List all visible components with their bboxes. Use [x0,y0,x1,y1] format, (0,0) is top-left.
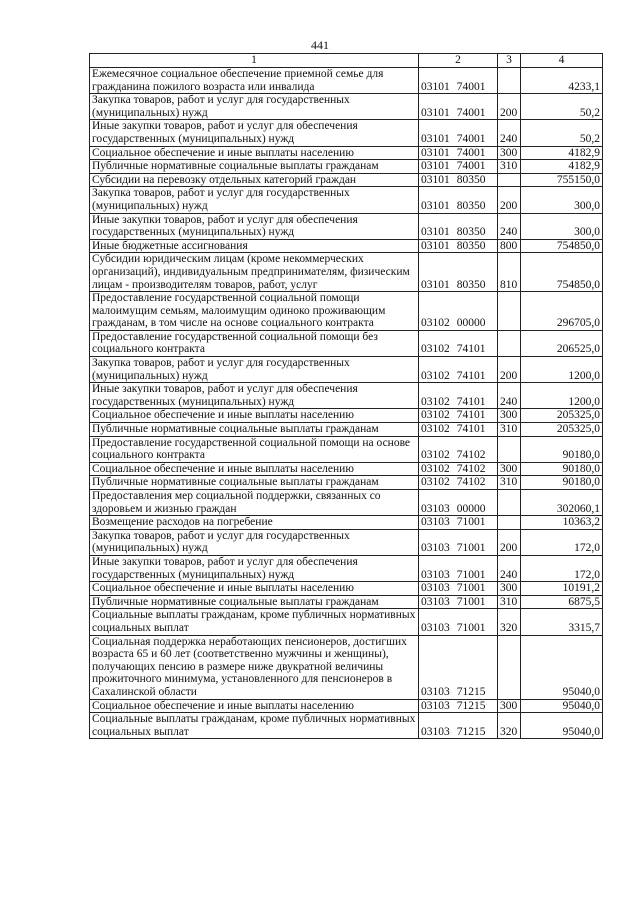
table-header-row [90,54,603,68]
program-code: 03103 [421,699,450,712]
direction-code: 74001 [456,80,486,93]
direction-code: 80350 [456,226,486,239]
row-code [419,490,498,516]
row-amount: 754850,0 [521,253,603,292]
row-name: Социальная поддержка неработающих пенсионеров, достигших возраста 65 и 60 лет (соответственно мужчины и женщины), получающих пенсию в размере ниже двукратной величины прожиточного минимума, установленного для пенсионеров в Сахалинской области [90,635,419,699]
direction-code: 71001 [456,516,486,529]
program-code: 03102 [421,343,450,356]
program-code: 03103 [421,568,450,581]
row-code [419,160,498,174]
row-amount: 90180,0 [521,436,603,462]
program-code: 03101 [421,239,450,252]
row-code [419,529,498,555]
table-row [90,94,603,120]
row-amount: 4233,1 [521,68,603,94]
table-row [90,595,603,609]
direction-code: 71001 [456,542,486,555]
program-code: 03103 [421,516,450,529]
row-amount: 95040,0 [521,713,603,739]
program-code: 03102 [421,476,450,489]
row-name: Социальное обеспечение и иные выплаты населению [90,146,419,160]
direction-code: 80350 [456,239,486,252]
row-name: Иные закупки товаров, работ и услуг для обеспечения государственных (муниципальных) нужд [90,120,419,146]
row-code [419,635,498,699]
table-row [90,383,603,409]
row-amount: 3315,7 [521,609,603,635]
direction-code: 71001 [456,621,486,634]
row-code [419,609,498,635]
row-expense-type: 800 [498,239,521,253]
program-code: 03103 [421,595,450,608]
table-row [90,357,603,383]
row-expense-type: 300 [498,146,521,160]
program-code: 03103 [421,582,450,595]
row-amount: 206525,0 [521,330,603,356]
program-code: 03103 [421,685,450,698]
table-row [90,423,603,437]
header-col-1: 1 [90,54,419,68]
table-row [90,409,603,423]
direction-code: 74101 [456,423,486,436]
table-row [90,160,603,174]
row-amount: 4182,9 [521,160,603,174]
row-expense-type [498,68,521,94]
direction-code: 71215 [456,685,486,698]
row-expense-type: 200 [498,94,521,120]
direction-code: 74102 [456,449,486,462]
row-expense-type [498,173,521,187]
row-name: Иные закупки товаров, работ и услуг для обеспечения государственных (муниципальных) нужд [90,213,419,239]
header-col-3: 3 [498,54,521,68]
row-expense-type [498,635,521,699]
row-amount: 10363,2 [521,516,603,530]
direction-code: 74101 [456,395,486,408]
direction-code: 74101 [456,369,486,382]
row-name: Субсидии на перевозку отдельных категорий граждан [90,173,419,187]
table-row [90,253,603,292]
table-row [90,120,603,146]
row-code [419,94,498,120]
row-code [419,239,498,253]
row-expense-type: 240 [498,555,521,581]
row-code [419,253,498,292]
row-amount: 10191,2 [521,582,603,596]
row-code [419,292,498,331]
row-code [419,120,498,146]
table-row [90,68,603,94]
row-name: Иные закупки товаров, работ и услуг для обеспечения государственных (муниципальных) нужд [90,555,419,581]
direction-code: 71215 [456,725,486,738]
table-row [90,146,603,160]
row-code [419,436,498,462]
row-name: Закупка товаров, работ и услуг для государственных (муниципальных) нужд [90,529,419,555]
row-code [419,173,498,187]
row-amount: 6875,5 [521,595,603,609]
row-code [419,187,498,213]
table-row [90,213,603,239]
direction-code: 00000 [456,502,486,515]
row-expense-type: 300 [498,582,521,596]
row-amount: 172,0 [521,555,603,581]
row-amount: 754850,0 [521,239,603,253]
table-row [90,713,603,739]
row-name: Публичные нормативные социальные выплаты гражданам [90,476,419,490]
row-code [419,423,498,437]
program-code: 03101 [421,278,450,291]
row-amount: 300,0 [521,187,603,213]
program-code: 03103 [421,621,450,634]
row-expense-type: 310 [498,423,521,437]
program-code: 03101 [421,160,450,173]
row-code [419,68,498,94]
row-amount: 50,2 [521,94,603,120]
row-expense-type: 300 [498,462,521,476]
row-name: Публичные нормативные социальные выплаты гражданам [90,423,419,437]
row-name: Социальное обеспечение и иные выплаты населению [90,582,419,596]
row-code [419,462,498,476]
table-row [90,292,603,331]
table-row [90,173,603,187]
table-row [90,699,603,713]
table-row [90,516,603,530]
program-code: 03101 [421,132,450,145]
row-amount: 1200,0 [521,383,603,409]
row-amount: 296705,0 [521,292,603,331]
table-row [90,330,603,356]
row-expense-type [498,516,521,530]
row-name: Публичные нормативные социальные выплаты гражданам [90,160,419,174]
row-expense-type: 300 [498,699,521,713]
row-expense-type: 310 [498,476,521,490]
row-name: Социальные выплаты гражданам, кроме публичных нормативных социальных выплат [90,609,419,635]
row-code [419,555,498,581]
direction-code: 71215 [456,699,486,712]
row-expense-type [498,330,521,356]
program-code: 03102 [421,449,450,462]
row-expense-type: 240 [498,383,521,409]
program-code: 03102 [421,317,450,330]
program-code: 03101 [421,173,450,186]
program-code: 03102 [421,395,450,408]
program-code: 03101 [421,199,450,212]
program-code: 03101 [421,80,450,93]
row-expense-type: 200 [498,187,521,213]
row-amount: 205325,0 [521,409,603,423]
row-expense-type: 310 [498,160,521,174]
row-expense-type [498,436,521,462]
direction-code: 74001 [456,160,486,173]
direction-code: 80350 [456,278,486,291]
row-expense-type [498,490,521,516]
table-row [90,529,603,555]
program-code: 03103 [421,542,450,555]
row-name: Публичные нормативные социальные выплаты гражданам [90,595,419,609]
program-code: 03103 [421,502,450,515]
row-expense-type: 810 [498,253,521,292]
row-code [419,713,498,739]
row-amount: 300,0 [521,213,603,239]
program-code: 03101 [421,106,450,119]
direction-code: 74102 [456,476,486,489]
row-expense-type [498,292,521,331]
row-name: Предоставление государственной социальной помощи без социального контракта [90,330,419,356]
program-code: 03103 [421,725,450,738]
row-name: Закупка товаров, работ и услуг для государственных (муниципальных) нужд [90,357,419,383]
table-row [90,239,603,253]
program-code: 03101 [421,146,450,159]
direction-code: 80350 [456,173,486,186]
row-amount: 90180,0 [521,462,603,476]
row-amount: 755150,0 [521,173,603,187]
row-expense-type: 240 [498,120,521,146]
program-code: 03101 [421,226,450,239]
program-code: 03102 [421,462,450,475]
table-row [90,582,603,596]
row-name: Социальное обеспечение и иные выплаты населению [90,409,419,423]
row-code [419,213,498,239]
row-amount: 95040,0 [521,635,603,699]
row-amount: 90180,0 [521,476,603,490]
direction-code: 74001 [456,106,486,119]
row-name: Ежемесячное социальное обеспечение приемной семье для гражданина пожилого возраста или инвалида [90,68,419,94]
row-amount: 205325,0 [521,423,603,437]
row-expense-type: 300 [498,409,521,423]
direction-code: 80350 [456,199,486,212]
table-row [90,476,603,490]
row-expense-type: 320 [498,713,521,739]
row-code [419,357,498,383]
direction-code: 74001 [456,146,486,159]
row-name: Предоставление государственной социальной помощи малоимущим семьям, малоимущим одиноко проживающим гражданам, в том числе на основе социального контракта [90,292,419,331]
row-amount: 50,2 [521,120,603,146]
row-code [419,516,498,530]
direction-code: 71001 [456,595,486,608]
row-expense-type: 200 [498,529,521,555]
row-code [419,699,498,713]
row-code [419,330,498,356]
row-code [419,476,498,490]
page-number: 441 [311,38,329,52]
row-name: Предоставления мер социальной поддержки, связанных со здоровьем и жизнью граждан [90,490,419,516]
row-name: Социальное обеспечение и иные выплаты населению [90,699,419,713]
table-row [90,187,603,213]
row-name: Закупка товаров, работ и услуг для государственных (муниципальных) нужд [90,94,419,120]
table-body [90,68,603,739]
row-expense-type: 200 [498,357,521,383]
program-code: 03102 [421,369,450,382]
program-code: 03102 [421,409,450,422]
row-name: Иные закупки товаров, работ и услуг для обеспечения государственных (муниципальных) нужд [90,383,419,409]
row-expense-type: 320 [498,609,521,635]
direction-code: 00000 [456,317,486,330]
table-row [90,609,603,635]
row-name: Возмещение расходов на погребение [90,516,419,530]
row-name: Иные бюджетные ассигнования [90,239,419,253]
row-expense-type: 310 [498,595,521,609]
row-code [419,595,498,609]
table-row [90,490,603,516]
table-row [90,635,603,699]
row-name: Социальное обеспечение и иные выплаты населению [90,462,419,476]
row-code [419,383,498,409]
row-name: Закупка товаров, работ и услуг для государственных (муниципальных) нужд [90,187,419,213]
row-name: Субсидии юридическим лицам (кроме некоммерческих организаций), индивидуальным предпринимателям, физическим лицам - производителям товаров, работ, услуг [90,253,419,292]
program-code: 03102 [421,423,450,436]
row-amount: 4182,9 [521,146,603,160]
row-expense-type: 240 [498,213,521,239]
table-row [90,462,603,476]
direction-code: 74101 [456,409,486,422]
budget-table [89,53,603,739]
direction-code: 74101 [456,343,486,356]
row-code [419,146,498,160]
row-code [419,582,498,596]
direction-code: 71001 [456,568,486,581]
header-col-4: 4 [521,54,603,68]
header-col-2: 2 [419,54,498,68]
row-name: Социальные выплаты гражданам, кроме публичных нормативных социальных выплат [90,713,419,739]
row-amount: 95040,0 [521,699,603,713]
table-row [90,436,603,462]
direction-code: 71001 [456,582,486,595]
table-row [90,555,603,581]
row-amount: 302060,1 [521,490,603,516]
direction-code: 74102 [456,462,486,475]
row-amount: 172,0 [521,529,603,555]
row-name: Предоставление государственной социальной помощи на основе социального контракта [90,436,419,462]
direction-code: 74001 [456,132,486,145]
row-code [419,409,498,423]
row-amount: 1200,0 [521,357,603,383]
